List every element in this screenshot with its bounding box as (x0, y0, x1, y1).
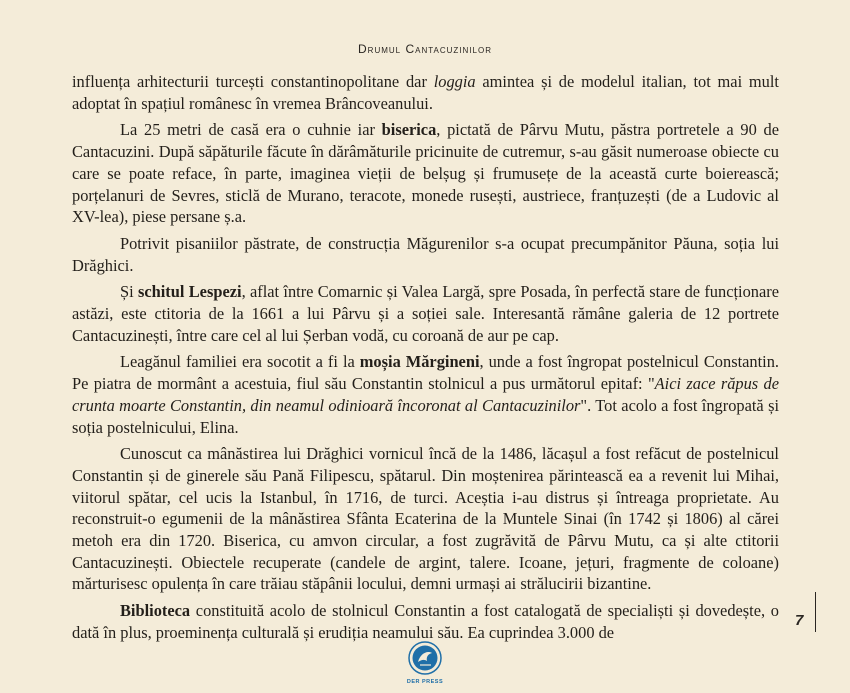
paragraph-4 (72, 281, 779, 346)
text-span: amintea și de modelul italian, tot mai mult adoptat în spațiul românesc în vremea Brâncoveanului. (72, 72, 779, 113)
publisher-logo-icon (407, 640, 443, 680)
running-header: Drumul Cantacuzinilor (358, 42, 492, 56)
italic-epitaph: Aici zace răpus de crunta moarte Constantin, din neamul odinioară încoronat al Cantacuzinilor (72, 374, 780, 415)
bold-term: moșia Mărgineni (359, 352, 480, 372)
text-span: constituită acolo de stolnicul Constantin a fost catalogată de specialiști și dovedește, o dată în plus, proeminența culturală și erudiția neamului său. Ea cuprindea 3.000 de (72, 601, 779, 642)
bold-term: biserica (381, 120, 437, 140)
text-span: , aflat între Comarnic și Valea Largă, spre Posada, în perfectă stare de funcționare astăzi, este ctitoria de la 1661 a lui Pârvu și a soției sale. Interesantă rămâne galeria de 12 portrete Cantacuzinești, între care cel al lui Șerban vodă, cu coroană de aur pe cap. (72, 282, 779, 345)
paragraph-6: Cunoscut ca mânăstirea lui Drăghici vornicul încă de la 1486, lăcașul a fost refăcut de postelnicul Constantin și de ginerele său Pană Filipescu, spătarul. Din moștenirea părintească ea a revenit lui Mihai, viitorul spătar, cel ucis la Istanbul, în 1716, de turci. Aceștia i-au distrus și întreaga proprietate. Au reconstruit-o egumenii de la mânăstirea Sfânta Ecaterina de la Muntele Sinai (în 1742 și 1806) al cărei metoh era din 1720. Biserica, cu amvon circular, a fost zugrăvită de Pârvu Mutu, ca și alte ctitorii Cantacuzinești. Obiectele recuperate (candele de argint, talere. Icoane, jețuri, fragmente de coloane) mărturisesc opulența în care trăiau stăpânii locului, demni urmași ai strălucirii bizantine. (72, 444, 779, 594)
text-span: La 25 metri de casă era o cuhnie iar (120, 120, 382, 140)
text-span: Leagănul familiei era socotit a fi la (120, 352, 360, 372)
paragraph-1 (72, 71, 779, 114)
bold-term: Biblioteca (120, 601, 191, 621)
text-span: Și (120, 282, 138, 302)
page-number: 7 (795, 612, 804, 629)
text-span: influența arhitecturii turcești constantinopolitane dar (72, 72, 434, 91)
page-number-rule (815, 592, 816, 632)
italic-term: loggia (433, 72, 476, 91)
publisher-logo-text: DER PRESS (406, 679, 444, 685)
paragraph-2 (72, 119, 779, 228)
paragraph-7 (72, 600, 779, 643)
bold-term: schitul Lespezi (137, 282, 242, 302)
text-span: ". Tot acolo a fost îngropată și soția postelnicului, Elina. (72, 395, 780, 437)
text-span: , pictată de Pârvu Mutu, păstra portretele a 90 de Cantacuzini. După săpăturile făcute în dărâmăturile pricinuite de cutremur, s-au găsit numeroase obiecte cu care se poate reface, în parte, imaginea vieții de belșug și frumusețe de la această curte boierească; porțelanuri de Sevres, sticlă de Murano, teracote, monede rusești, austriece, franțuzești (de a Ludovic al XV-lea), piese persane ș.a. (72, 120, 779, 227)
body-text (72, 71, 779, 649)
paragraph-3: Potrivit pisaniilor păstrate, de construcția Măgurenilor s-a ocupat precumpănitor Păuna, soția lui Drăghici. (72, 233, 779, 275)
text-span: , unde a fost îngropat postelnicul Constantin. Pe piatra de mormânt a acestuia, fiul său Constantin stolnicul a pus următorul epitaf: " (72, 352, 779, 394)
paragraph-5 (72, 351, 779, 438)
